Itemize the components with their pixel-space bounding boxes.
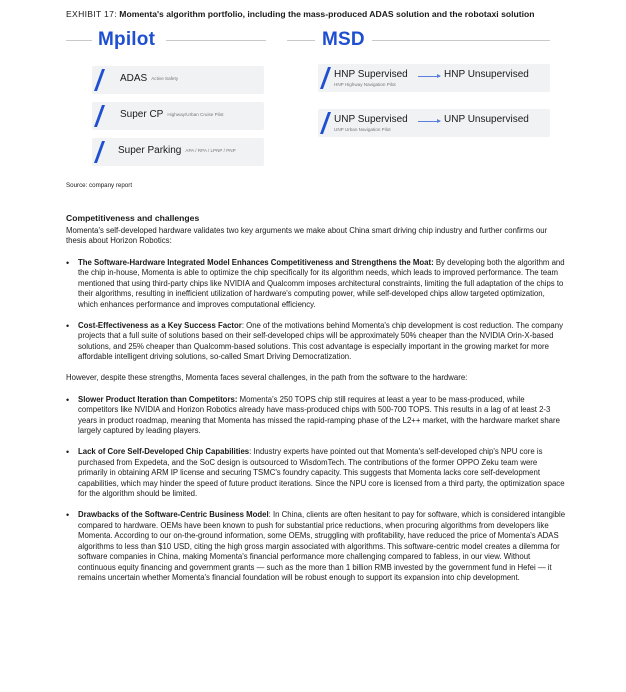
msd-rule-right	[372, 40, 550, 41]
source-note: Source: company report	[66, 182, 133, 189]
msd-to: UNP Unsupervised	[444, 114, 529, 125]
list-item	[66, 321, 566, 363]
bullet-title: The Software-Hardware Integrated Model Enhances Competitiveness and Strengthens the Moat:	[78, 257, 434, 267]
mpilot-item-detail: Highway/Urban Cruise Pilot	[167, 111, 224, 117]
article-body	[66, 213, 566, 594]
mpilot-card-superparking	[92, 138, 264, 166]
bullet-text: : Industry experts have pointed out that Momenta's self-developed chip's NPU core is purchased from Expedeta, and the SoC design is outsourced to WisdomTech. The contributions of the former OPPO Zeku team were primarily in obtaining ARM IP license and securing TSMC's foundry capacity. This suggests that Momenta lacks core self-development capabilities, which may hinder the speed of future product iterations. Since the NPU core is licensed from a third party, the optimization space for the algorithm should be limited.	[78, 447, 565, 498]
bullet-text: : In China, clients are often hesitant to pay for software, which is considered intangible compared to hardware. OEMs have been known to push for substantial price reductions, when procuring algorithms from developers like Momenta. According to our on-the-ground information, some OEMs, struggling with profitability, have reduced the price of Momenta's ADAS algorithms to less than $10 USD, citing the high gross margin associated with algorithms. This software-centric model creates a dilemma for software companies in China, making Momenta's financial performance more challenging compared to fabless, in our view. Without continuous equity financing and government grants — such as the more than 1 billion RMB invested by the government fund in Hefei — it remains uncertain whether Momenta's financial foundation will be robust enough to support its expansion into chip development.	[78, 510, 566, 582]
mpilot-rule-right	[166, 40, 266, 41]
mpilot-item-detail: Active Safety	[151, 75, 179, 81]
exhibit-caption	[66, 9, 534, 19]
bullet-text: By developing both the algorithm and the chip in-house, Momenta is able to optimize the chip specifically for its algorithm needs, which leads to improved performance. The team mentioned that using third-party chips like NVIDIA and Qualcomm imposes architectural constraints, limiting the full adaptation of the chips to their algorithms, resulting in inefficient utilization of hardware's computing power, while self-developed chips allow targeted optimization, which enhances performance and improves computational efficiency.	[78, 257, 565, 309]
mpilot-item-detail: APA / RPA / LPNP / PNP	[185, 147, 236, 153]
mpilot-title: Mpilot	[98, 29, 156, 50]
intro-paragraph: Momenta's self-developed hardware validates two key arguments we make about China smart driving chip industry and further confirms our thesis about Horizon Robotics:	[66, 225, 548, 245]
mpilot-card-adas	[92, 66, 264, 94]
list-item	[66, 258, 566, 311]
mpilot-card-supercp	[92, 102, 264, 130]
msd-from-detail: HNP Highway Navigation Pilot	[334, 82, 396, 87]
msd-from: HNP Supervised	[334, 69, 408, 80]
list-item	[66, 447, 566, 500]
slash-accent-icon	[94, 141, 105, 163]
mpilot-item-name: ADAS	[120, 73, 148, 84]
slash-accent-icon	[320, 67, 331, 89]
challenges-list	[66, 395, 566, 584]
mpilot-rule-left	[66, 40, 92, 41]
slash-accent-icon	[94, 105, 105, 127]
list-item	[66, 510, 566, 584]
exhibit-title: Momenta's algorithm portfolio, including the mass-produced ADAS solution and the robotaxi solution	[119, 9, 535, 19]
msd-from: UNP Supervised	[334, 114, 408, 125]
bullet-text: : One of the motivations behind Momenta's chip development is cost reduction. The company projects that a full suite of solutions based on their self-developed chips will be approximately 50% cheaper than the NVIDIA Orin-X-based solutions, and 25% cheaper than Qualcomm-based solutions. This cost advantage is especially important in the growing market for more affordable intelligent driving solutions, so-called Smart Driving Democratization.	[78, 320, 564, 361]
msd-card-unp	[318, 109, 550, 137]
msd-card-hnp	[318, 64, 550, 92]
mpilot-item-name: Super Parking	[118, 145, 182, 156]
slash-accent-icon	[94, 69, 105, 91]
bullet-title: Cost-Effectiveness as a Key Success Factor	[78, 320, 242, 330]
mpilot-item-name: Super CP	[120, 109, 164, 120]
bullet-text: Momenta's 250 TOPS chip still requires at least a year to be mass-produced, while competitors like NVIDIA and Horizon Robotics already have mass-produced chips with 500-700 TOPS. This results in a lag of at least 2-3 years in product roadmap, meaning that Momenta has missed the rapid-ramping phase of the L2++ market, with the hardware market share largely captured by leading players.	[78, 394, 560, 435]
msd-from-detail: UNP Urban Navigation Pilot	[334, 127, 391, 132]
slash-accent-icon	[320, 112, 331, 134]
arrow-right-icon	[418, 121, 440, 122]
section-heading: Competitiveness and challenges	[66, 213, 200, 223]
msd-title: MSD	[322, 29, 365, 50]
msd-to: HNP Unsupervised	[444, 69, 529, 80]
bullet-title: Drawbacks of the Software-Centric Business Model	[78, 510, 269, 519]
arrow-right-icon	[418, 76, 440, 77]
transition-paragraph: However, despite these strengths, Momenta faces several challenges, in the path from the software to the hardware:	[66, 373, 468, 382]
bullet-title: Slower Product Iteration than Competitors:	[78, 394, 238, 404]
list-item	[66, 395, 566, 437]
msd-rule-left	[287, 40, 315, 41]
strengths-list	[66, 258, 566, 363]
bullet-title: Lack of Core Self-Developed Chip Capabilities	[78, 447, 250, 456]
exhibit-label: EXHIBIT 17:	[66, 9, 117, 19]
